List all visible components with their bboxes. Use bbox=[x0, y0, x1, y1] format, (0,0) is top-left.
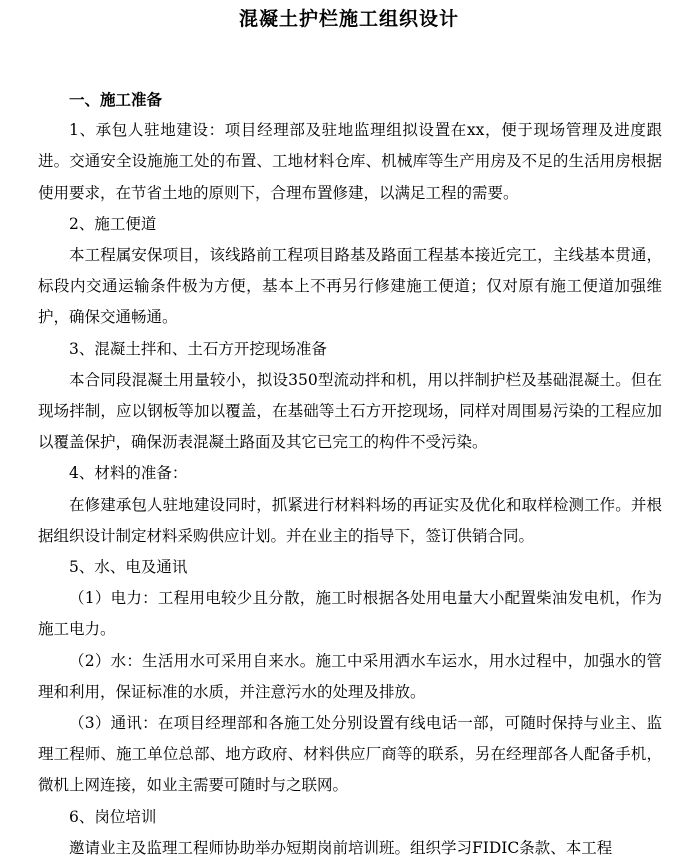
subsection-heading: 4、材料的准备： bbox=[69, 464, 188, 483]
section-heading: 一、施工准备 bbox=[69, 90, 163, 109]
body-paragraph: 本合同段混凝土用量较小，拟设350型流动拌和机，用以拌制护栏及基础混凝土。但在现场拌制，应以钢板等加以覆盖，在基础等土石方开挖现场，同样对周围易污染的工程应加以覆盖保护，确保沥表混凝土路面及其它已完工的构件不受污染。 bbox=[38, 370, 662, 452]
subsection-heading: 6、岗位培训 bbox=[69, 807, 157, 826]
subsection-heading: 2、施工便道 bbox=[69, 214, 157, 233]
subsection-paragraph: 1、承包人驻地建设：项目经理部及驻地监理组拟设置在xx，便于现场管理及进度跟进。交通安全设施施工处的布置、工地材料仓库、机械库等生产用房及不足的生活用房根据使用要求，在节省土地的原则下，合理布置修建，以满足工程的需要。 bbox=[38, 121, 662, 202]
body-paragraph: （1）电力：工程用电较少且分散，施工时根据各处用电量大小配置柴油发电机，作为施工电力。 bbox=[38, 589, 662, 639]
document-body bbox=[38, 84, 662, 864]
subsection-heading: 5、水、电及通讯 bbox=[69, 558, 188, 577]
body-paragraph: （2）水：生活用水可采用自来水。施工中采用洒水车运水，用水过程中，加强水的管理和利用，保证标准的水质，并注意污水的处理及排放。 bbox=[38, 651, 662, 701]
body-paragraph: 本工程属安保项目，该线路前工程项目路基及路面工程基本接近完工，主线基本贯通，标段内交通运输条件极为方便，基本上不再另行修建施工便道；仅对原有施工便道加强维护，确保交通畅通。 bbox=[38, 246, 662, 327]
document-title: 混凝土护栏施工组织设计 bbox=[238, 8, 459, 30]
body-paragraph: （3）通讯：在项目经理部和各施工处分别设置有线电话一部，可随时保持与业主、监理工程师、施工单位总部、地方政府、材料供应厂商等的联系，另在经理部各人配备手机，微机上网连接，如业主需要可随时与之联网。 bbox=[38, 714, 662, 795]
body-paragraph: 在修建承包人驻地建设同时，抓紧进行材料料场的再证实及优化和取样检测工作。并根据组织设计制定材料采购供应计划。并在业主的指导下，签订供销合同。 bbox=[38, 495, 662, 545]
subsection-heading: 3、混凝土拌和、土石方开挖现场准备 bbox=[69, 339, 327, 358]
body-paragraph: 邀请业主及监理工程师协助举办短期岗前培训班。组织学习FIDIC条款、本工程 bbox=[69, 838, 613, 857]
